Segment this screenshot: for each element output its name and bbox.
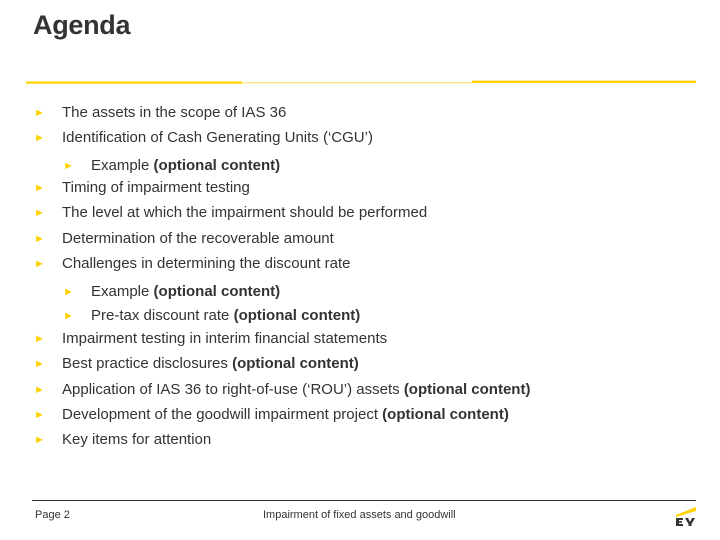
bullet-arrow-icon: ► — [34, 409, 45, 421]
bullet-arrow-icon: ► — [34, 384, 45, 396]
agenda-item-label: Key items for attention — [62, 431, 212, 448]
agenda-item-label: The assets in the scope of IAS 36 — [62, 104, 287, 121]
agenda-item-text — [91, 155, 280, 177]
footer-title: Impairment of fixed assets and goodwill — [263, 509, 456, 521]
agenda-item-label: Example — [91, 157, 150, 174]
bullet-arrow-icon: ► — [34, 358, 45, 370]
bullet-arrow-icon: ► — [34, 207, 45, 219]
optional-content-tag: (optional content) — [153, 157, 281, 174]
agenda-item-text — [62, 102, 286, 124]
agenda-item-text — [91, 281, 280, 303]
bullet-arrow-icon: ► — [34, 333, 45, 345]
agenda-item-text — [62, 379, 530, 401]
agenda-item-label: Example — [91, 283, 150, 300]
bullet-arrow-icon: ► — [63, 310, 74, 322]
agenda-item-text — [62, 429, 211, 451]
agenda-item-label: Challenges in determining the discount rate — [62, 255, 351, 272]
agenda-item-label: Determination of the recoverable amount — [62, 230, 334, 247]
agenda-item-text — [62, 127, 373, 149]
optional-content-tag: (optional content) — [403, 381, 531, 398]
agenda-item-text — [62, 404, 509, 426]
agenda-item-label: Development of the goodwill impairment project — [62, 406, 378, 423]
bullet-arrow-icon: ► — [34, 132, 45, 144]
agenda-item-text — [62, 353, 359, 375]
agenda-item-text — [62, 328, 387, 350]
optional-content-tag: (optional content) — [382, 406, 509, 423]
agenda-item-label: Timing of impairment testing — [62, 179, 250, 196]
page-number: Page 2 — [35, 509, 70, 521]
optional-content-tag: (optional content) — [233, 307, 361, 324]
agenda-item-text — [62, 177, 250, 199]
agenda-item-text — [62, 253, 351, 275]
bullet-arrow-icon: ► — [34, 107, 45, 119]
bullet-arrow-icon: ► — [63, 286, 74, 298]
agenda-item-text — [62, 202, 427, 224]
optional-content-tag: (optional content) — [232, 355, 359, 372]
agenda-item-text — [62, 228, 334, 250]
footer-divider — [32, 500, 696, 501]
bullet-arrow-icon: ► — [34, 233, 45, 245]
agenda-item-label: Best practice disclosures — [62, 355, 228, 372]
agenda-item-label: Identification of Cash Generating Units (‘CGU’) — [62, 129, 373, 146]
bullet-arrow-icon: ► — [63, 160, 74, 172]
bullet-arrow-icon: ► — [34, 258, 45, 270]
agenda-item-label: Pre-tax discount rate — [91, 307, 230, 324]
bullet-arrow-icon: ► — [34, 434, 45, 446]
optional-content-tag: (optional content) — [153, 283, 281, 300]
agenda-item-label: The level at which the impairment should be performed — [62, 204, 428, 221]
page-title: Agenda — [33, 10, 131, 40]
agenda-item-label: Impairment testing in interim financial statements — [62, 330, 388, 347]
ey-logo-icon — [674, 505, 696, 527]
agenda-item-text — [91, 305, 360, 327]
agenda-item-label: Application of IAS 36 to right-of-use (‘ROU’) assets — [62, 381, 400, 398]
bullet-arrow-icon: ► — [34, 182, 45, 194]
